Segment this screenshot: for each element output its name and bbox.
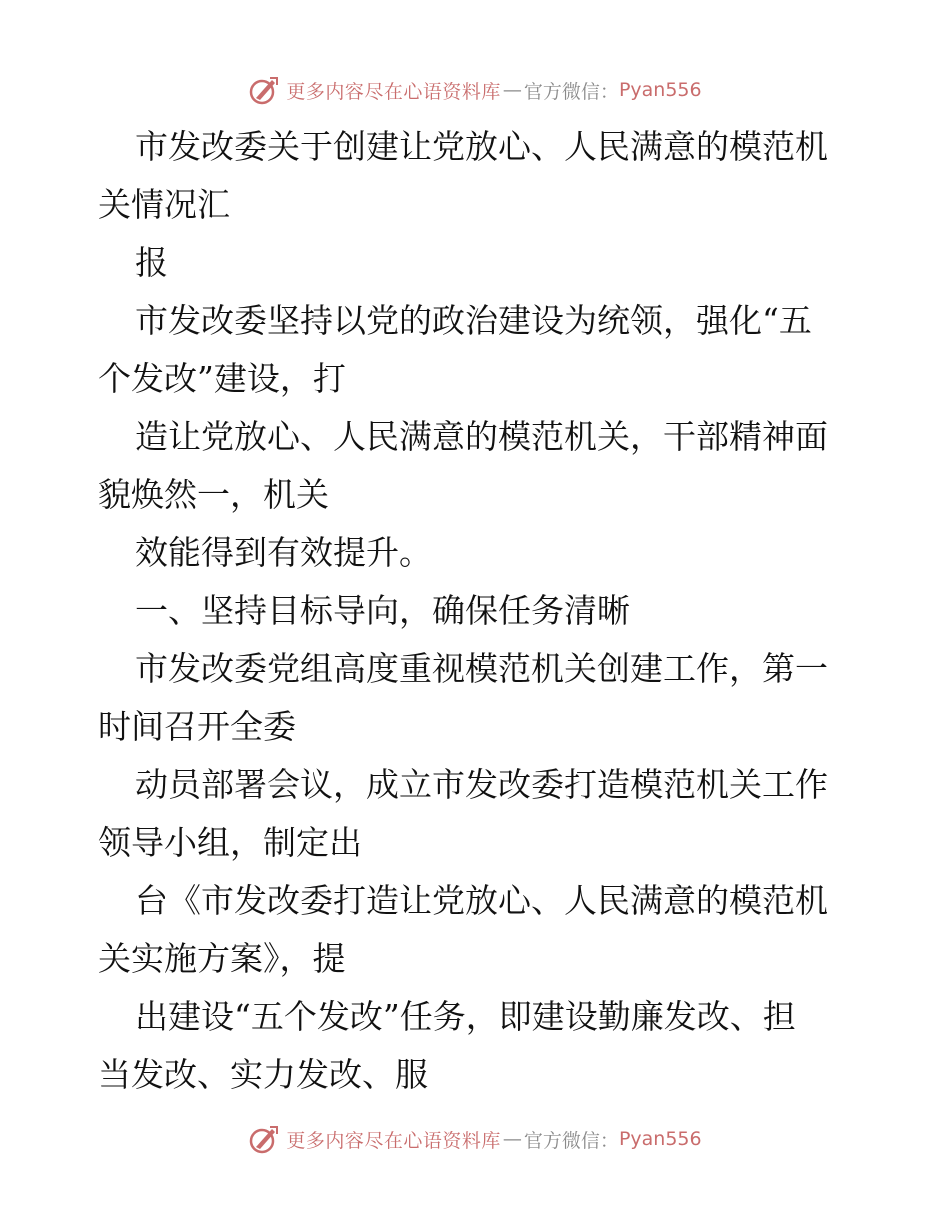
title-line-2: 关情况汇 <box>98 185 230 224</box>
feather-pen-logo-icon <box>248 74 280 106</box>
section-heading: 一、坚持目标导向，确保任务清晰 <box>135 591 630 630</box>
footer-separator: — <box>502 1128 522 1150</box>
paragraph-line: 市发改委坚持以党的政治建设为统领，强化“五 <box>135 301 812 340</box>
paragraph-line: 时间召开全委 <box>98 707 296 746</box>
paragraph-line: 出建设“五个发改”任务，即建设勤廉发改、担 <box>135 997 796 1036</box>
header-watermark-banner <box>0 70 950 110</box>
header-separator: — <box>502 79 522 101</box>
paragraph-line: 关实施方案》，提 <box>98 939 346 978</box>
footer-brand-text: 更多内容尽在心语资料库 <box>286 1129 501 1152</box>
feather-pen-logo-icon <box>248 1123 280 1155</box>
paragraph-line: 造让党放心、人民满意的模范机关，干部精神面 <box>135 417 828 456</box>
footer-account-id: Pyan556 <box>618 1128 702 1150</box>
header-account-id: Pyan556 <box>618 79 702 101</box>
paragraph-line: 当发改、实力发改、服 <box>98 1055 428 1094</box>
paragraph-line: 动员部署会议，成立市发改委打造模范机关工作 <box>135 765 828 804</box>
paragraph-line: 市发改委党组高度重视模范机关创建工作，第一 <box>135 649 828 688</box>
paragraph-line: 效能得到有效提升。 <box>135 533 432 572</box>
footer-watermark-banner <box>0 1119 950 1159</box>
paragraph-line: 个发改”建设，打 <box>98 359 346 398</box>
header-official-label: 官方微信： <box>523 80 619 103</box>
footer-official-label: 官方微信： <box>523 1129 619 1152</box>
title-line-1: 市发改委关于创建让党放心、人民满意的模范机 <box>135 127 828 166</box>
paragraph-line: 台《市发改委打造让党放心、人民满意的模范机 <box>135 881 828 920</box>
document-body <box>98 118 858 1104</box>
paragraph-line: 领导小组，制定出 <box>98 823 362 862</box>
title-line-3: 报 <box>135 243 168 282</box>
paragraph-line: 貌焕然一，机关 <box>98 475 329 514</box>
header-brand-text: 更多内容尽在心语资料库 <box>286 80 501 103</box>
